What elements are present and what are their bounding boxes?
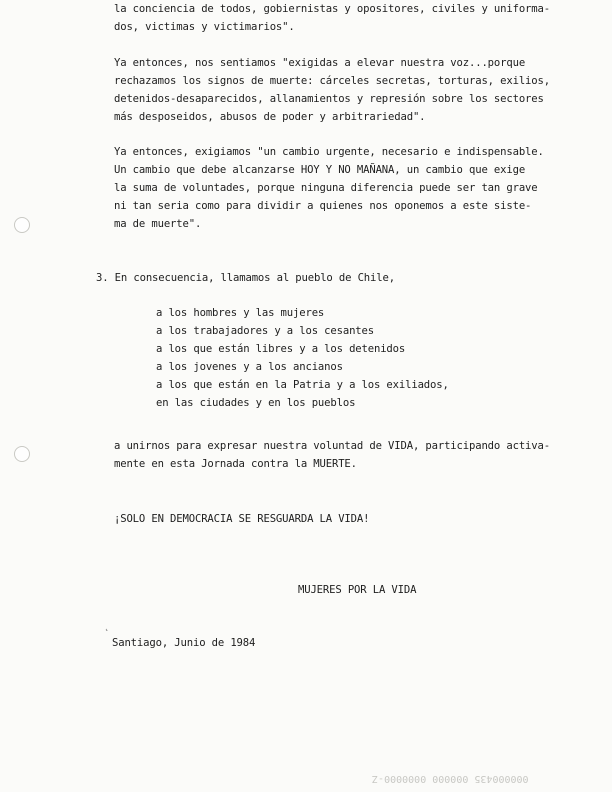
paragraph-line: ni tan seria como para dividir a quienes nos oponemos a este siste- <box>114 200 532 212</box>
paragraph-line: la suma de voluntades, porque ninguna diferencia puede ser tan grave <box>114 182 538 194</box>
paragraph-line: dos, victimas y victimarios". <box>114 21 295 33</box>
list-item: a los que están en la Patria y a los exiliados, <box>156 379 449 391</box>
paragraph-line: la conciencia de todos, gobiernistas y opositores, civiles y uniforma- <box>114 3 550 15</box>
paragraph-line: rechazamos los signos de muerte: cárceles secretas, torturas, exilios, <box>114 75 550 87</box>
numbered-item-3: 3. En consecuencia, llamamos al pueblo de Chile, <box>96 272 395 284</box>
slogan: ¡SOLO EN DEMOCRACIA SE RESGUARDA LA VIDA! <box>114 513 370 525</box>
paragraph-line: Ya entonces, nos sentiamos "exigidas a elevar nuestra voz...porque <box>114 57 526 69</box>
paragraph-line: mente en esta Jornada contra la MUERTE. <box>114 458 357 470</box>
list-item: en las ciudades y en los pueblos <box>156 397 356 409</box>
punch-hole-bottom <box>14 446 30 462</box>
paragraph-line: Un cambio que debe alcanzarse HOY Y NO MAÑANA, un cambio que exige <box>114 164 526 176</box>
punch-hole-top <box>14 217 30 233</box>
list-item: a los jovenes y a los ancianos <box>156 361 343 373</box>
pencil-mark: ˛ <box>104 622 110 632</box>
list-item: a los hombres y las mujeres <box>156 307 325 319</box>
paragraph-line: a unirnos para expresar nuestra voluntad de VIDA, participando activa- <box>114 440 550 452</box>
paragraph-line: ma de muerte". <box>114 218 202 230</box>
paragraph-line: Ya entonces, exigiamos "un cambio urgente, necesario e indispensable. <box>114 146 544 158</box>
paragraph-line: detenidos-desaparecidos, allanamientos y represión sobre los sectores <box>114 93 544 105</box>
signature: MUJERES POR LA VIDA <box>298 584 417 596</box>
paragraph-line: más desposeidos, abusos de poder y arbitrariedad". <box>114 111 426 123</box>
place-date: Santiago, Junio de 1984 <box>112 637 256 649</box>
list-item: a los que están libres y a los detenidos <box>156 343 406 355</box>
list-item: a los trabajadores y a los cesantes <box>156 325 374 337</box>
archive-stamp: 000000435 000000 0000000-Z <box>372 773 529 784</box>
